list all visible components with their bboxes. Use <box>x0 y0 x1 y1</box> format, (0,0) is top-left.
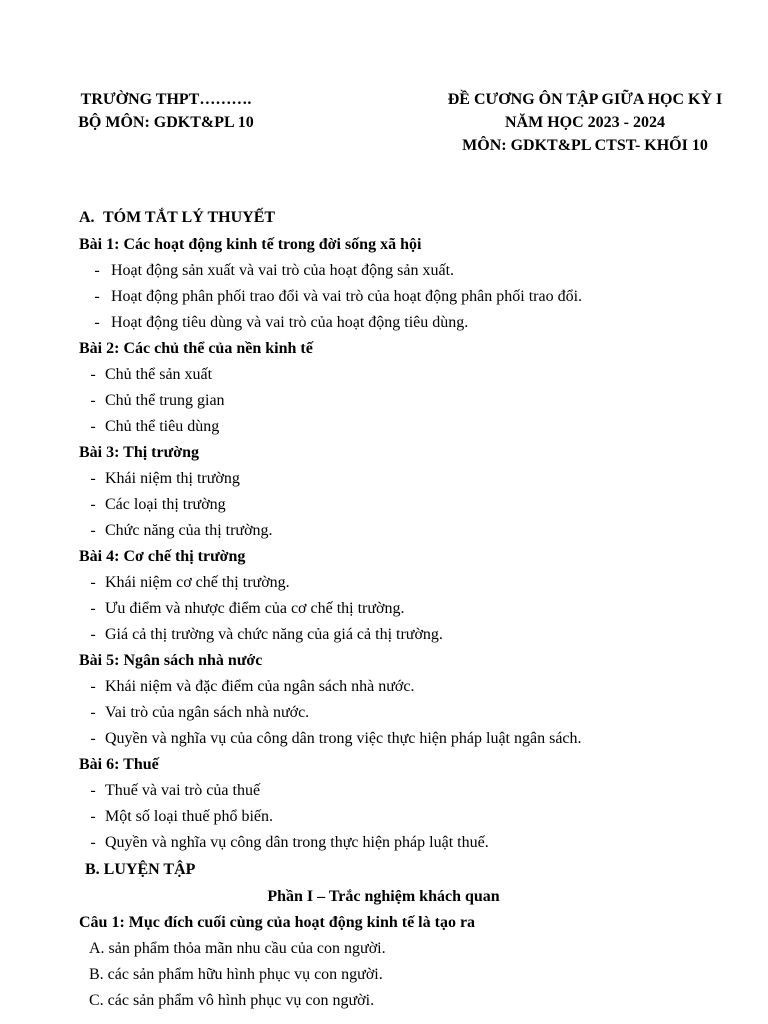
bullet-dash: - <box>90 522 96 539</box>
list-item-text: Hoạt động phân phối trao đổi và vai trò của hoạt động phân phối trao đổi. <box>111 288 583 305</box>
list-item-text: Thuế và vai trò của thuế <box>105 782 261 799</box>
list-item <box>79 492 748 518</box>
list-item <box>79 570 748 596</box>
list-item-text: Chủ thể tiêu dùng <box>105 418 220 435</box>
bullet-dash: - <box>90 418 96 435</box>
list-item-text: Khái niệm và đặc điểm của ngân sách nhà nước. <box>105 678 415 695</box>
lesson-1-title: Bài 1: Các hoạt động kinh tế trong đời sống xã hội <box>79 236 422 253</box>
bullet-dash: - <box>90 392 96 409</box>
bullet-dash: - <box>90 366 96 383</box>
lesson-6-title: Bài 6: Thuế <box>79 756 159 773</box>
bullet-dash: - <box>90 678 96 695</box>
list-item <box>79 830 748 856</box>
list-item-text: Chủ thể sản xuất <box>105 366 213 383</box>
list-item <box>79 258 748 284</box>
list-item-text: Khái niệm cơ chế thị trường. <box>105 574 290 591</box>
list-item-text: Quyền và nghĩa vụ công dân trong thực hiện pháp luật thuế. <box>105 834 489 851</box>
list-item-text: Ưu điểm và nhược điểm của cơ chế thị trường. <box>105 600 405 617</box>
bullet-dash: - <box>90 626 96 643</box>
bullet-dash: - <box>90 704 96 721</box>
lesson-4-title: Bài 4: Cơ chế thị trường <box>79 548 246 565</box>
bullet-dash: - <box>90 730 96 747</box>
list-item-text: Chủ thể trung gian <box>105 392 225 409</box>
list-item <box>79 518 748 544</box>
header-right <box>424 89 746 158</box>
list-item <box>79 414 748 440</box>
document-title: ĐỀ CƯƠNG ÔN TẬP GIỮA HỌC KỲ I <box>447 91 723 108</box>
bullet-dash: - <box>90 496 96 513</box>
list-item-text: Hoạt động tiêu dùng và vai trò của hoạt động tiêu dùng. <box>111 314 469 331</box>
list-item <box>79 466 748 492</box>
bullet-dash: - <box>90 834 96 851</box>
bullet-dash: - <box>90 574 96 591</box>
answer-option-a: A. sản phẩm thỏa mãn nhu cầu của con người. <box>89 940 386 957</box>
bullet-dash: - <box>90 470 96 487</box>
list-item-text: Vai trò của ngân sách nhà nước. <box>105 704 310 721</box>
list-item-text: Chức năng của thị trường. <box>105 522 273 539</box>
list-item <box>79 622 748 648</box>
school-year: NĂM HỌC 2023 - 2024 <box>505 114 665 131</box>
bullet-dash: - <box>94 288 100 305</box>
list-item-text: Khái niệm thị trường <box>105 470 240 487</box>
subject-line: MÔN: GDKT&PL CTST- KHỐI 10 <box>462 137 708 154</box>
section-b-heading: B. LUYỆN TẬP <box>85 861 196 878</box>
bullet-dash: - <box>90 782 96 799</box>
list-item <box>79 674 748 700</box>
section-a-heading <box>79 204 748 232</box>
part-1-title: Phần I – Trắc nghiệm khách quan <box>267 888 500 905</box>
list-item-text: Hoạt động sản xuất và vai trò của hoạt động sản xuất. <box>111 262 455 279</box>
lesson-3-title: Bài 3: Thị trường <box>79 444 199 461</box>
lesson-2-title: Bài 2: Các chủ thể của nền kinh tế <box>79 340 313 357</box>
lesson-5-title: Bài 5: Ngân sách nhà nước <box>79 652 263 669</box>
list-item <box>79 726 748 752</box>
header-left <box>56 89 276 135</box>
bullet-dash: - <box>90 600 96 617</box>
list-item <box>79 362 748 388</box>
list-item <box>79 804 748 830</box>
list-item <box>79 778 748 804</box>
answer-option-b: B. các sản phẩm hữu hình phục vụ con người. <box>89 966 383 983</box>
section-a-title: TÓM TẮT LÝ THUYẾT <box>103 209 276 226</box>
section-a-letter: A. <box>79 209 95 226</box>
bullet-dash: - <box>94 262 100 279</box>
bullet-dash: - <box>94 314 100 331</box>
list-item-text: Quyền và nghĩa vụ của công dân trong việc thực hiện pháp luật ngân sách. <box>105 730 582 747</box>
list-item-text: Giá cả thị trường và chức năng của giá cả thị trường. <box>105 626 443 643</box>
department-name: BỘ MÔN: GDKT&PL 10 <box>78 114 254 131</box>
list-item <box>79 310 748 336</box>
list-item <box>79 388 748 414</box>
list-item-text: Một số loại thuế phổ biến. <box>105 808 273 825</box>
list-item <box>79 700 748 726</box>
list-item-text: Các loại thị trường <box>105 496 226 513</box>
answer-option-c: C. các sản phẩm vô hình phục vụ con người. <box>89 992 375 1009</box>
list-item <box>79 596 748 622</box>
question-1: Câu 1: Mục đích cuối cùng của hoạt động kinh tế là tạo ra <box>79 914 476 931</box>
bullet-dash: - <box>90 808 96 825</box>
school-name: TRƯỜNG THPT………. <box>80 91 252 108</box>
document-body <box>79 204 748 1014</box>
list-item <box>79 284 748 310</box>
